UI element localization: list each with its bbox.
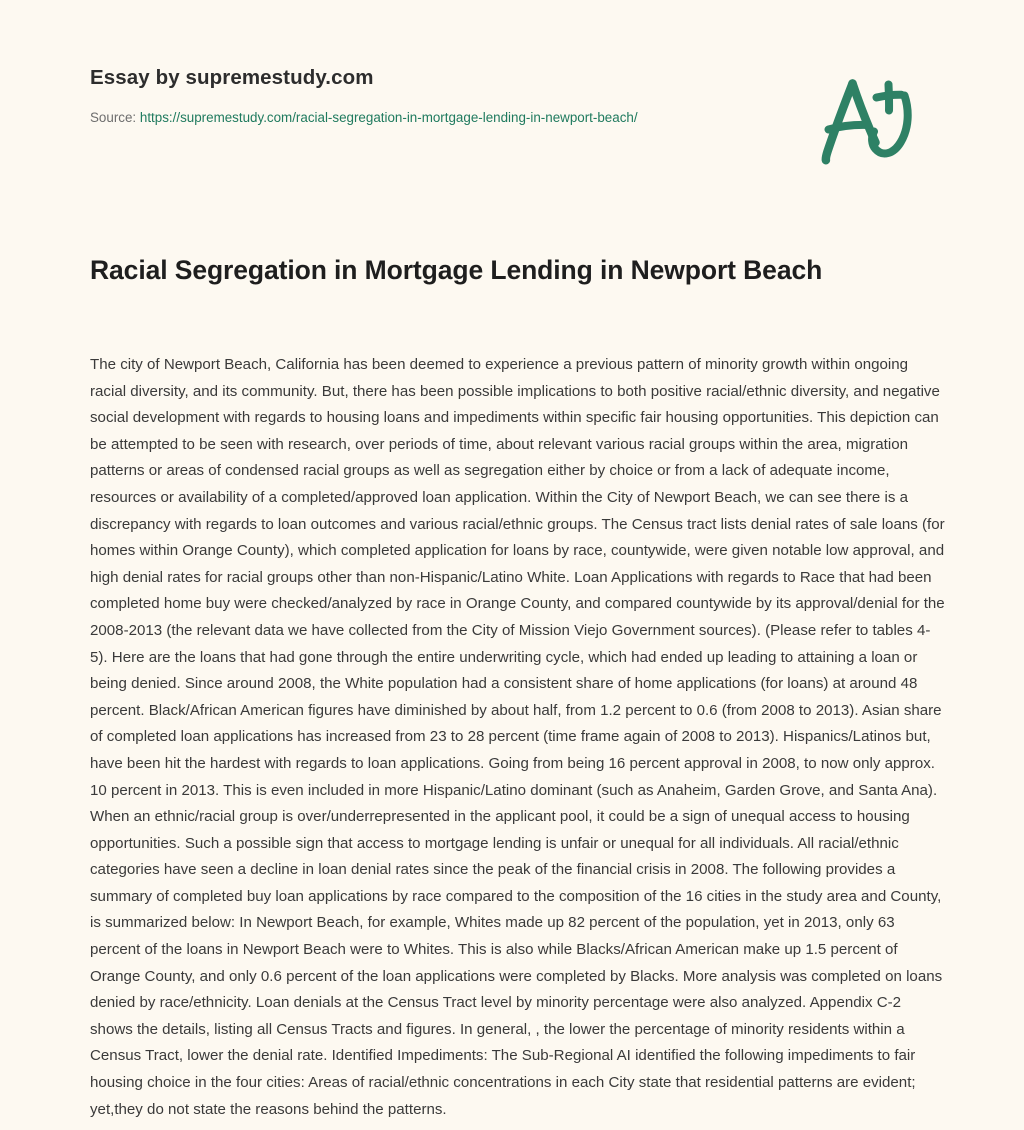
source-label: Source: (90, 109, 137, 125)
brand-logo (812, 74, 922, 170)
page-title: Racial Segregation in Mortgage Lending in Newport Beach (90, 255, 823, 285)
header-text-block (90, 66, 790, 126)
essay-byline: Essay by supremestudy.com (90, 66, 374, 89)
source-url-link[interactable]: https://supremestudy.com/racial-segregation-in-mortgage-lending-in-newport-beach/ (139, 109, 638, 125)
body-paragraph: The city of Newport Beach, California has been deemed to experience a previous pattern of minority growth within ongoing racial diversity, and its community. But, there has been possible implications to both positive racial/ethnic diversity, and negative social development with regards to housing loans and impediments within specific fair housing opportunities. This depiction can be attempted to be seen with research, over periods of time, about relevant various racial groups within the area, migration patterns or areas of condensed racial groups as well as segregation either by choice or from a lack of adequate income, resources or availability of a completed/approved loan application. Within the City of Newport Beach, we can see there is a discrepancy with regards to loan outcomes and various racial/ethnic groups. The Census tract lists denial rates of sale loans (for homes within Orange County), which completed application for loans by race, countywide, were given notable low approval, and high denial rates for racial groups other than non-Hispanic/Latino White. Loan Applications with regards to Race that had been completed home buy were checked/analyzed by race in Orange County, and compared countywide by its approval/denial for the 2008-2013 (the relevant data we have collected from the City of Mission Viejo Government sources). (Please refer to tables 4-5). Here are the loans that had gone through the entire underwriting cycle, which had ended up leading to attaining a loan or being denied. Since around 2008, the White population had a consistent share of home applications (for loans) at around 48 percent. Black/African American figures have diminished by about half, from 1.2 percent to 0.6 (from 2008 to 2013). Asian share of completed loan applications has increased from 23 to 28 percent (time frame again of 2008 to 2013). Hispanics/Latinos but, have been hit the hardest with regards to loan applications. Going from being 16 percent approval in 2008, to now only approx. 10 percent in 2013. This is even included in more Hispanic/Latino dominant (such as Anaheim, Garden Grove, and Santa Ana). When an ethnic/racial group is over/underrepresented in the applicant pool, it could be a sign of unequal access to housing opportunities. Such a possible sign that access to mortgage lending is unfair or unequal for all individuals. All racial/ethnic categories have seen a decline in loan denial rates since the peak of the financial crisis in 2008. The following provides a summary of completed buy loan applications by race compared to the composition of the 16 cities in the study area and County, is summarized below: In Newport Beach, for example, Whites made up 82 percent of the population, yet in 2013, only 63 percent of the loans in Newport Beach were to Whites. This is also while Blacks/African American make up 1.5 percent of Orange County, and only 0.6 percent of the loan applications were completed by Blacks. More analysis was completed on loans denied by race/ethnicity. Loan denials at the Census Tract level by minority percentage were also analyzed. Appendix C-2 shows the details, listing all Census Tracts and figures. In general, , the lower the percentage of minority residents within a Census Tract, lower the denial rate. Identified Impediments: The Sub-Regional AI identified the following impediments to fair housing choice in the four cities: Areas of racial/ethnic concentrations in each City state that residential patterns are evident; yet,they do not state the reasons behind the patterns. (90, 356, 945, 1118)
page-header (0, 0, 1024, 125)
a-plus-logo-icon (812, 74, 922, 170)
document-body (90, 352, 946, 1123)
source-line (90, 109, 790, 126)
